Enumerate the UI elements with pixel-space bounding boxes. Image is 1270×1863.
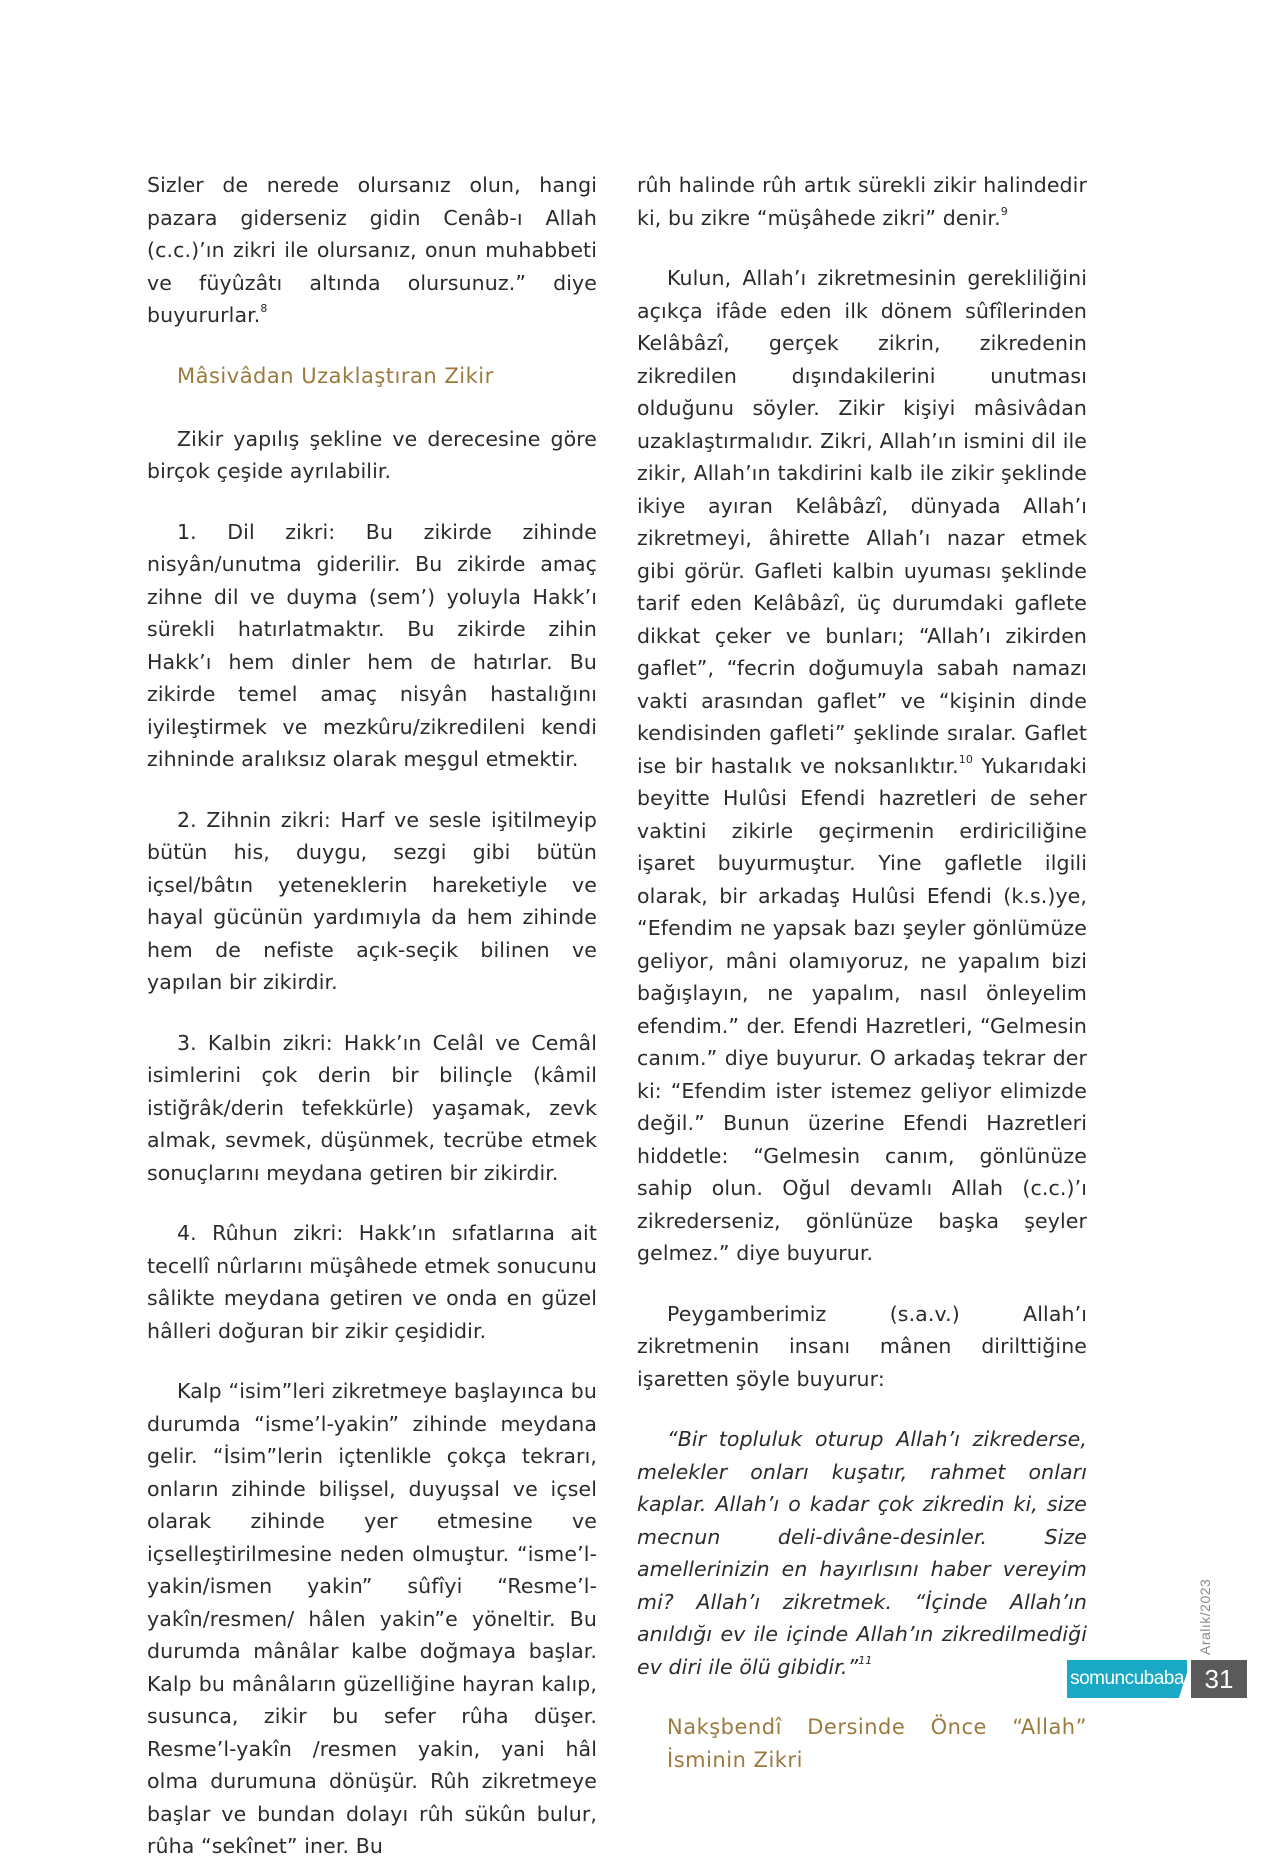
footnote-ref[interactable]: 11 (858, 1653, 873, 1667)
section-heading: Nakşbendî Dersinde Önce “Allah” İsminin Zikri (667, 1715, 1087, 1772)
paragraph: 4. Rûhun zikri: Hakk’ın sıfatlarına ait tecellî nûrlarını müşâhede etmek sonucunu sâlikte meydana getiren ve onda en güzel hâlleri doğuran bir zikir çeşididir. (147, 1221, 597, 1343)
paragraph-text: rûh halinde rûh artık sürekli zikir halindedir ki, bu zikre “müşâhede zikri” denir. (637, 173, 1087, 230)
paragraph: Peygamberimiz (s.a.v.) Allah’ı zikretmenin insanı mânen dirilttiğine işaretten şöyle buyurur: (637, 1301, 1087, 1391)
hadith-quote (637, 1423, 1087, 1683)
page-number: 31 (1191, 1660, 1247, 1698)
paragraph (147, 169, 597, 332)
magazine-brand: somuncubaba (1067, 1660, 1187, 1698)
section-heading: Mâsivâdan Uzaklaştıran Zikir (177, 363, 494, 388)
paragraph (637, 169, 1087, 234)
issue-date: Aralık/2023 (1197, 1578, 1213, 1655)
paragraph-text: Kulun, Allah’ı zikretmesinin gerekliliğini açıkça ifâde eden ilk dönem sûfîlerinden Kelâbâzî, gerçek zikrin, zikredenin zikredilen dışındakilerini unutması olduğunu söyler. Zikir kişiyi mâsivâdan uzaklaştırmalıdır. Zikri, Allah’ın ismini dil ile zikir, Allah’ın takdirini kalb ile zikir şeklinde ikiye ayıran Kelâbâzî, dünyada Allah’ı zikretmeyi, âhirette Allah’ı nazar etmek gibi görür. Gafleti kalbin uyuması şeklinde tarif eden Kelâbâzî, üç durumdaki gaflete dikkat çeker ve bunları; “Allah’ı zikirden gaflet”, “fecrin doğumuyla sabah namazı vakti arasından gaflet” ve “kişinin dinde kendisinden gafleti” şeklinde sıralar. Gaflet ise bir hastalık ve noksanlıktır. (637, 266, 1087, 778)
paragraph-text: Yukarıdaki beyitte Hulûsi Efendi hazretleri de seher vaktini zikirle geçirmenin erdiriciliğine işaret buyurmuştur. Yine gafletle ilgili olarak, bir arkadaş Hulûsi Efendi (k.s.)ye, “Efendim ne yapsak bazı şeyler gönlümüze geliyor, mâni olamıyoruz, ne yapalım bizi bağışlayın, ne yapalım, nasıl önleyelim efendim.” der. Efendi Hazretleri, “Gelmesin canım.” diye buyurur. O arkadaş tekrar der ki: “Efendim ister istemez geliyor elimizde değil.” Bunun üzerine Efendi Hazretleri hiddetle: “Gelmesin canım, gönlünüze sahip olun. Oğul devamlı Allah (c.c.)’ı zikrederseniz, gönlünüze başka şeyler gelmez.” diye buyurur. (637, 753, 1087, 1265)
paragraph: 2. Zihnin zikri: Harf ve sesle işitilmeyip bütün his, duygu, sezgi gibi bütün içsel/bâtın yeteneklerin hareketiyle ve hayal gücünün yardımıyla da hem zihinde hem de nefiste açık-seçik bilinen ve yapılan bir zikirdir. (147, 807, 597, 994)
paragraph: 1. Dil zikri: Bu zikirde zihinde nisyân/unutma giderilir. Bu zikirde amaç zihne dil ve duyma (sem’) yoluyla Hakk’ı sürekli hatırlatmaktır. Bu zikirde zihin Hakk’ı hem dinler hem de hatırlar. Bu zikirde temel amaç nisyân hastalığını iyileştirmek ve mezkûru/zikredileni kendi zihninde aralıksız olarak meşgul etmektir. (147, 519, 597, 771)
quote-text: “Bir topluluk oturup Allah’ı zikrederse, melekler onları kuşatır, rahmet onları kaplar. Allah’ı o kadar çok zikredin ki, size mecnun deli-divâne-desinler. Size amellerinizin en hayırlısını haber vereyim mi? Allah’ı zikretmek. “İçinde Allah’ın anıldığı ev ile içinde Allah’ın zikredilmediği ev diri ile ölü gibidir.” (637, 1427, 1087, 1679)
footnote-ref[interactable]: 8 (260, 302, 268, 316)
paragraph: Kalp “isim”leri zikretmeye başlayınca bu durumda “isme’l-yakin” zihinde meydana gelir. “İsim”lerin içtenlikle çokça tekrarı, onların zihinde bilişsel, duyuşsal ve içsel olarak zihinde yer etmesine ve içselleştirilmesine neden olmuştur. “isme’l-yakin/ismen yakin” sûfîyi “Resme’l-yakîn/resmen/ hâlen yakin”e yöneltir. Bu durumda mânâlar kalbe doğmaya başlar. Kalp bu mânâların güzelliğine hayran kalıp, susunca, zikir bu sefer rûha düşer. Resme’l-yakîn /resmen yakin, yani hâl olma durumuna dönüşür. Rûh zikretmeye başlar ve bundan dolayı rûh sükûn bulur, rûha “sekînet” iner. Bu (147, 1379, 597, 1858)
page-footer (1067, 1660, 1237, 1698)
paragraph-text: Sizler de nerede olursanız olun, hangi pazara giderseniz gidin Cenâb-ı Allah (c.c.)’ın zikri ile olursanız, onun muhabbeti ve füyûzâtı altında olursunuz.” diye buyururlar. (147, 173, 597, 327)
left-column (147, 169, 597, 1863)
footnote-ref[interactable]: 10 (958, 752, 973, 766)
paragraph (637, 262, 1087, 1270)
paragraph: 3. Kalbin zikri: Hakk’ın Celâl ve Cemâl isimlerini çok derin bir bilinçle (kâmil istiğrâk/derin tefekkürle) yaşamak, zevk almak, sevmek, düşünmek, tecrübe etmek sonuçlarını meydana getiren bir zikirdir. (147, 1030, 597, 1185)
paragraph: Zikir yapılış şekline ve derecesine göre birçok çeşide ayrılabilir. (147, 426, 597, 483)
right-column (637, 169, 1087, 1807)
footnote-ref[interactable]: 9 (1000, 204, 1008, 218)
